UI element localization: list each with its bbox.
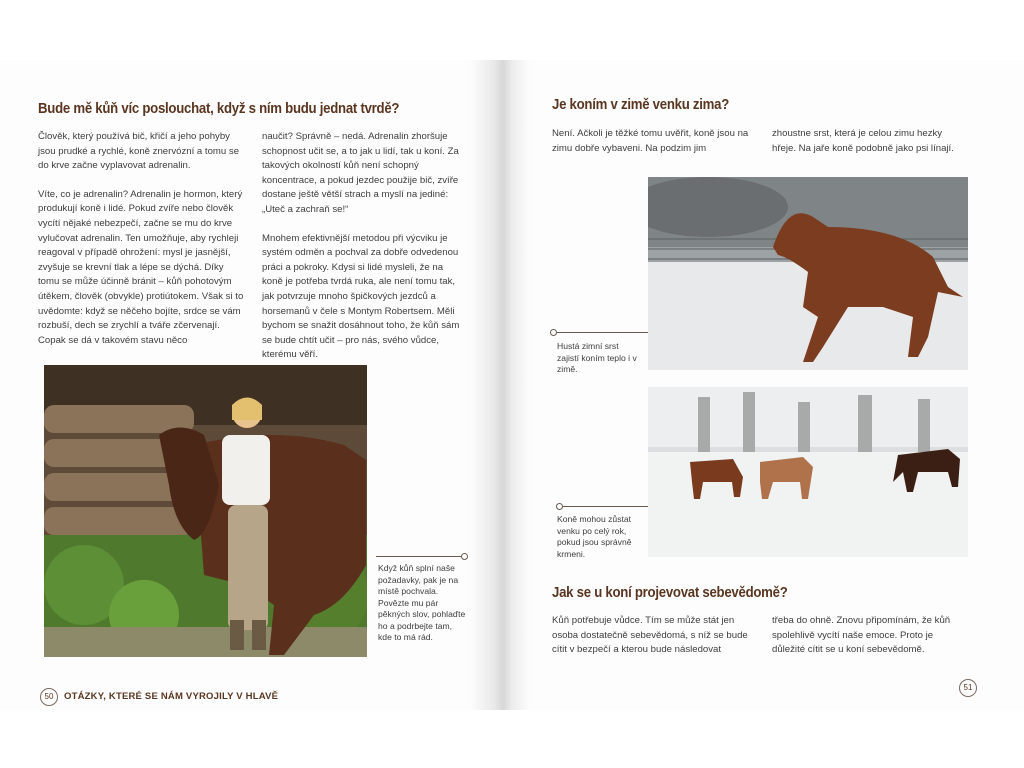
right-intro-col-1: Není. Ačkoli je těžké tomu uvěřit, koně jsou na zimu dobře vybaveni. Na podzim jim — [552, 128, 749, 154]
right-outro-col-1: Kůň potřebuje vůdce. Tím se může stát jen osoba dostatečně sebevědomá, s níž se bude cítit v bezpečí a kterou bude následovat — [552, 615, 748, 656]
left-col1-para-1: Člověk, který používá bič, křičí a jeho pohyby jsou prudké a rychlé, koně znervózní a tomu se do krve začne vyplavovat adrenalin. — [38, 131, 240, 172]
left-col2-para-2: Mnohem efektivnější metodou při výcviku je systém odměn a pochval za dobře odvedenou práci a pokroky. Kdysi si lidé mysleli, že na koně je potřeba tvrdá ruka, ale není tomu tak, jak potvrzuje mnoho špičkových jezdců a horsemanů v čele s Montym Robertsem. Měli bychom se snažit dosáhnout toho, že kůň sám se bude chtít učit – pro nás, svého vůdce, kterému věří. — [262, 232, 460, 361]
photo-woman-with-horse — [44, 365, 367, 657]
running-title: OTÁZKY, KTERÉ SE NÁM VYROJILY V HLAVĚ — [64, 691, 279, 702]
right-outro-col-2: třeba do ohně. Znovu připomínám, že kůň spolehlivě vycítí naše emoce. Proto je důležité cítit se u koní sebevědomě. — [772, 615, 951, 656]
right-page — [500, 60, 1024, 710]
right-heading-2: Jak se u koní projevovat sebevědomě? — [552, 584, 788, 601]
left-col2-para-1: naučit? Správně – nedá. Adrenalin zhoršuje schopnost učit se, a to jak u lidí, tak u koní. Za takových okolností kůň není schopný koncentrace, a pokud jezdec použije bič, zvíře dostane ještě větší strach a myslí na jediné: „Uteč a zachraň se!“ — [262, 131, 459, 215]
left-col1-para-2: Víte, co je adrenalin? Adrenalin je hormon, který produkují koně i lidé. Pokud zvíře nebo člověk vycítí nějaké nebezpečí, začne se mu do krve vylučovat adrenalin. Ten umožňuje, aby rychleji reagoval v případě ohrožení: mysl je jasnější, zvyšuje se krevní tlak a lépe se dýchá. Díky tomu se může účinně bránit – kůň pohotovým útěkem, člověk (obvykle) protiútokem. Však si to uvědomte: když se něčeho bojíte, srdce se vám rozbuší, dech se zrychlí a tváře zčervenají. Copak se dá v takovém stavu něco — [38, 188, 244, 346]
caption-2-leader-line — [562, 506, 648, 507]
left-heading: Bude mě kůň víc poslouchat, když s ním budu jednat tvrdě? — [38, 100, 400, 117]
right-heading-1: Je koním v zimě venku zima? — [552, 96, 730, 113]
caption-1-leader-line — [556, 332, 648, 333]
left-page-number: 50 — [40, 688, 58, 706]
book-gutter — [470, 60, 530, 710]
right-caption-1: Hustá zimní srst zajistí koním teplo i v zimě. — [557, 341, 637, 374]
caption-leader-dot — [461, 553, 468, 560]
right-intro-col-2: zhoustne srst, která je celou zimu hezky hřeje. Na jaře koně podobně jako psi línají. — [772, 128, 954, 154]
left-column-2 — [262, 130, 462, 377]
photo-horse-in-snow — [648, 177, 968, 370]
right-caption-2: Koně mohou zůstat venku po celý rok, pokud jsou správně krmeni. — [557, 514, 632, 559]
left-column-1 — [38, 130, 244, 362]
right-page-number: 51 — [959, 679, 977, 697]
caption-leader-line — [376, 556, 462, 557]
left-photo-caption: Když kůň splní naše požadavky, pak je na místě pochvala. Povězte mu pár pěkných slov, pohlaďte ho a podrbejte tam, kde to má rád. — [378, 563, 466, 642]
photo-horses-grazing — [648, 387, 968, 557]
